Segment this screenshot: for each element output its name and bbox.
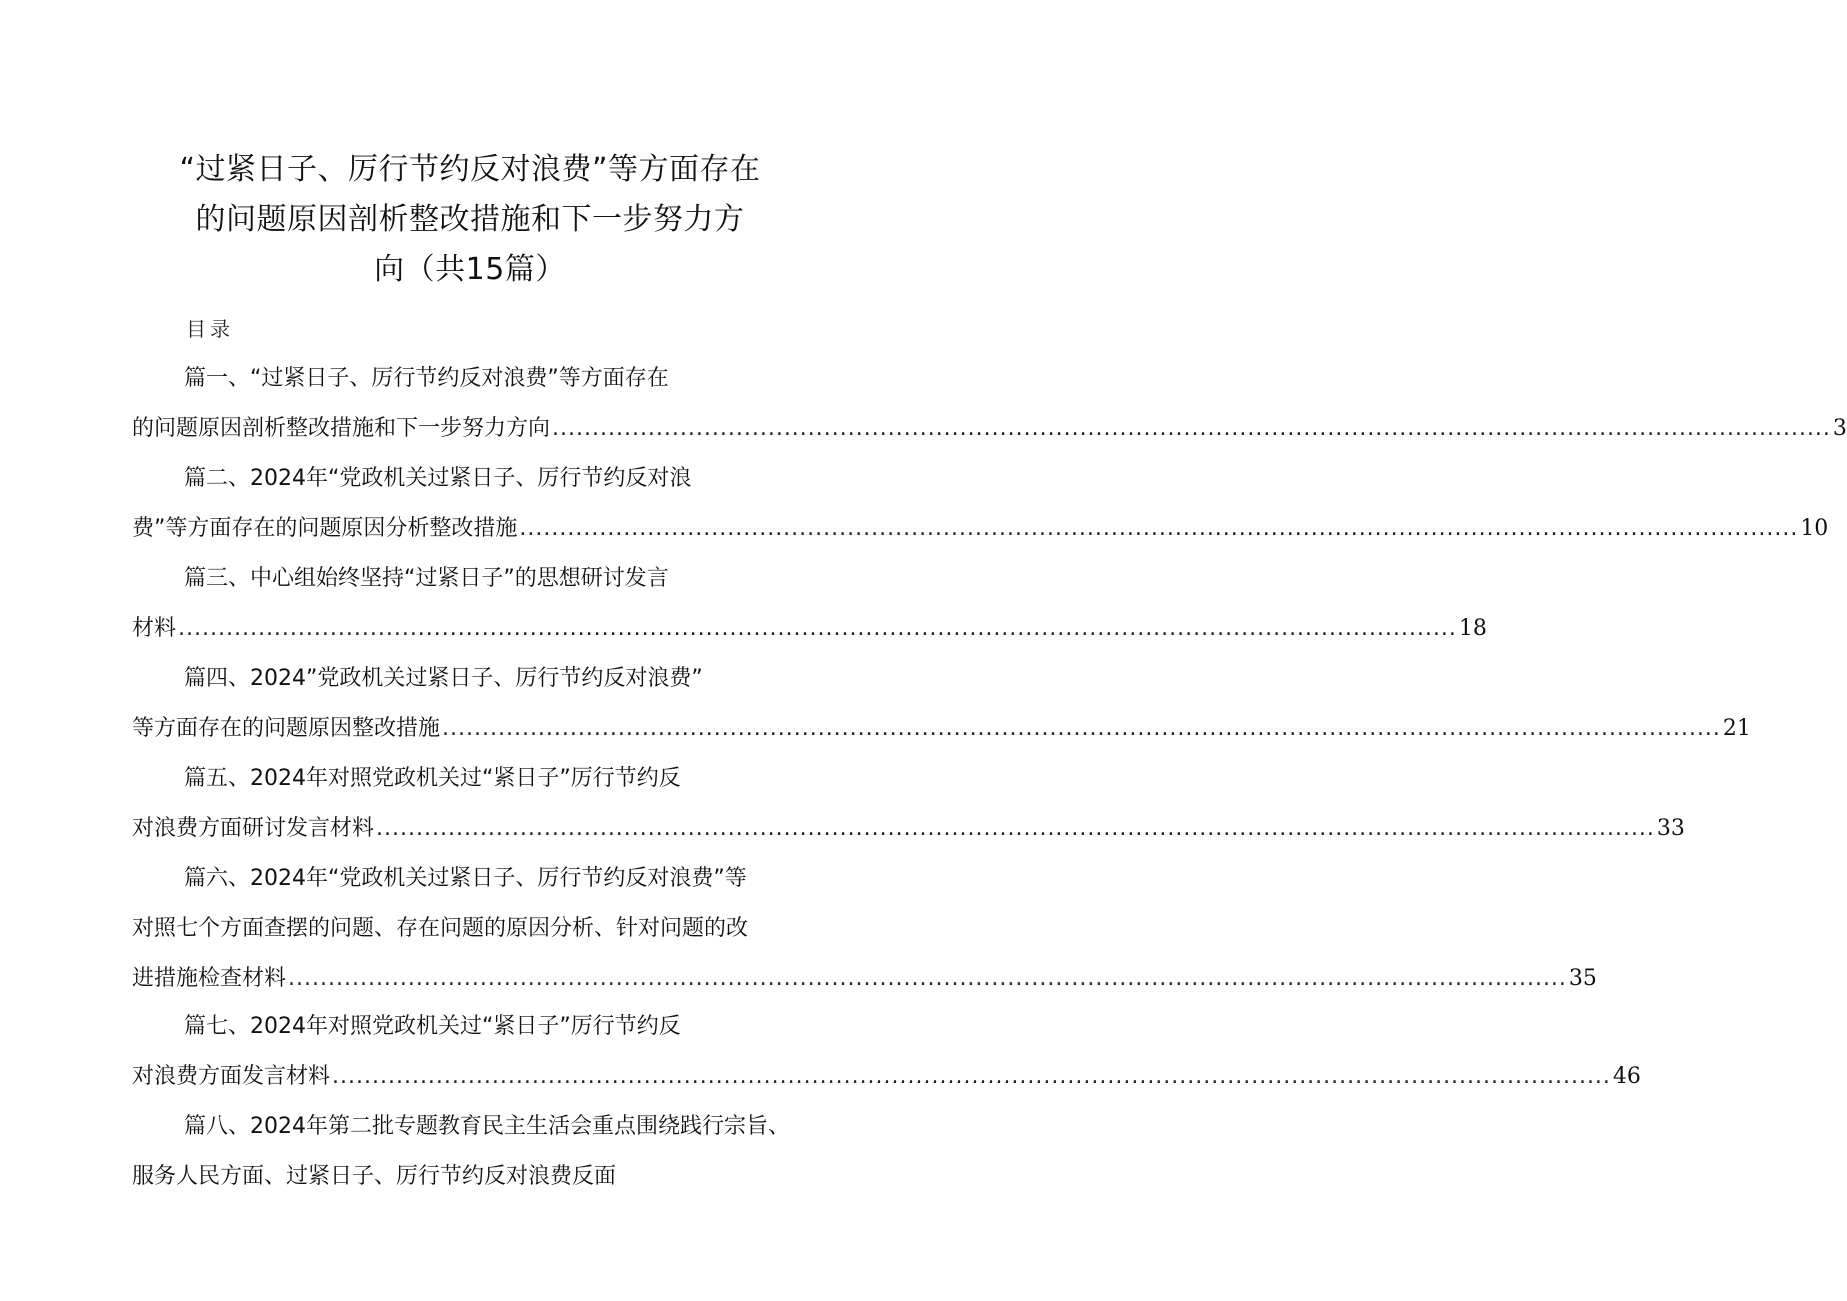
- toc-entry-continuation: 对浪费方面研讨发言材料: [132, 816, 375, 841]
- toc-entry-3[interactable]: [132, 554, 1487, 654]
- toc-entry-continuation: 材料: [132, 616, 177, 641]
- toc-entry-title: 篇一、“过紧日子、厉行节约反对浪费”等方面存在: [184, 366, 669, 391]
- toc-entry-last-line: [132, 604, 1487, 654]
- toc-entry-last-line: [132, 804, 1685, 854]
- toc-entry-title: 篇三、中心组始终坚持“过紧日子”的思想研讨发言: [184, 566, 669, 591]
- toc-page-number: 46: [1612, 1064, 1641, 1089]
- toc-entry-5[interactable]: [132, 754, 1685, 854]
- dot-leader: ................................................................................................................................................................: [376, 816, 1655, 841]
- toc-heading: 目录: [186, 317, 234, 341]
- toc-entry-middle-line: 对照七个方面查摆的问题、存在问题的原因分析、针对问题的改: [132, 916, 749, 941]
- dot-leader: ................................................................................................................................................................: [178, 616, 1457, 641]
- toc-entry-1[interactable]: [132, 354, 1847, 454]
- toc-entry-title: 篇六、2024年“党政机关过紧日子、厉行节约反对浪费”等: [184, 866, 747, 891]
- dot-leader: ................................................................................................................................................................: [552, 416, 1831, 441]
- toc-entry-continuation: 进措施检查材料: [132, 966, 287, 991]
- dot-leader: ................................................................................................................................................................: [332, 1064, 1611, 1089]
- toc-entry-8[interactable]: [132, 1102, 792, 1202]
- title-line-2: 的问题原因剖析整改措施和下一步努力方: [195, 202, 745, 237]
- toc-entry-last-line: [132, 704, 1751, 754]
- toc-entry-2[interactable]: [132, 454, 1829, 554]
- toc-entry-title: 篇二、2024年“党政机关过紧日子、厉行节约反对浪: [184, 466, 692, 491]
- toc-page-number: 33: [1656, 816, 1685, 841]
- toc-entry-title: 篇八、2024年第二批专题教育民主生活会重点围绕践行宗旨、: [184, 1114, 790, 1139]
- title-line-3: 向（共15篇）: [374, 252, 566, 287]
- toc-entry-7[interactable]: [132, 1002, 1641, 1102]
- toc-entry-title: 篇五、2024年对照党政机关过“紧日子”厉行节约反: [184, 766, 681, 791]
- toc-entry-last-line: [132, 954, 1597, 1004]
- toc-page-number: 21: [1722, 716, 1751, 741]
- toc-page-number: 18: [1458, 616, 1487, 641]
- toc-page-number: 3: [1832, 416, 1847, 441]
- toc-entry-last-line: [132, 404, 1847, 454]
- toc-entry-last-line: [132, 504, 1829, 554]
- toc-entry-continuation: 等方面存在的问题原因整改措施: [132, 716, 441, 741]
- toc-entry-title: 篇四、2024”党政机关过紧日子、厉行节约反对浪费”: [184, 666, 703, 691]
- toc-entry-6[interactable]: [132, 854, 1597, 1004]
- toc-entry-4[interactable]: [132, 654, 1751, 754]
- toc-entry-middle-line: 服务人民方面、过紧日子、厉行节约反对浪费反面: [132, 1164, 617, 1189]
- toc-page-number: 35: [1568, 966, 1597, 991]
- toc-entry-continuation: 的问题原因剖析整改措施和下一步努力方向: [132, 416, 551, 441]
- toc-entry-continuation: 对浪费方面发言材料: [132, 1064, 331, 1089]
- toc-entry-last-line: [132, 1052, 1641, 1102]
- dot-leader: ................................................................................................................................................................: [288, 966, 1567, 991]
- toc-entry-title: 篇七、2024年对照党政机关过“紧日子”厉行节约反: [184, 1014, 681, 1039]
- dot-leader: ................................................................................................................................................................: [442, 716, 1721, 741]
- toc-entry-continuation: 费”等方面存在的问题原因分析整改措施: [132, 516, 518, 541]
- title-line-1: “过紧日子、厉行节约反对浪费”等方面存在: [179, 152, 761, 187]
- toc-page-number: 10: [1800, 516, 1829, 541]
- dot-leader: ................................................................................................................................................................: [519, 516, 1799, 541]
- document-title: [150, 145, 790, 295]
